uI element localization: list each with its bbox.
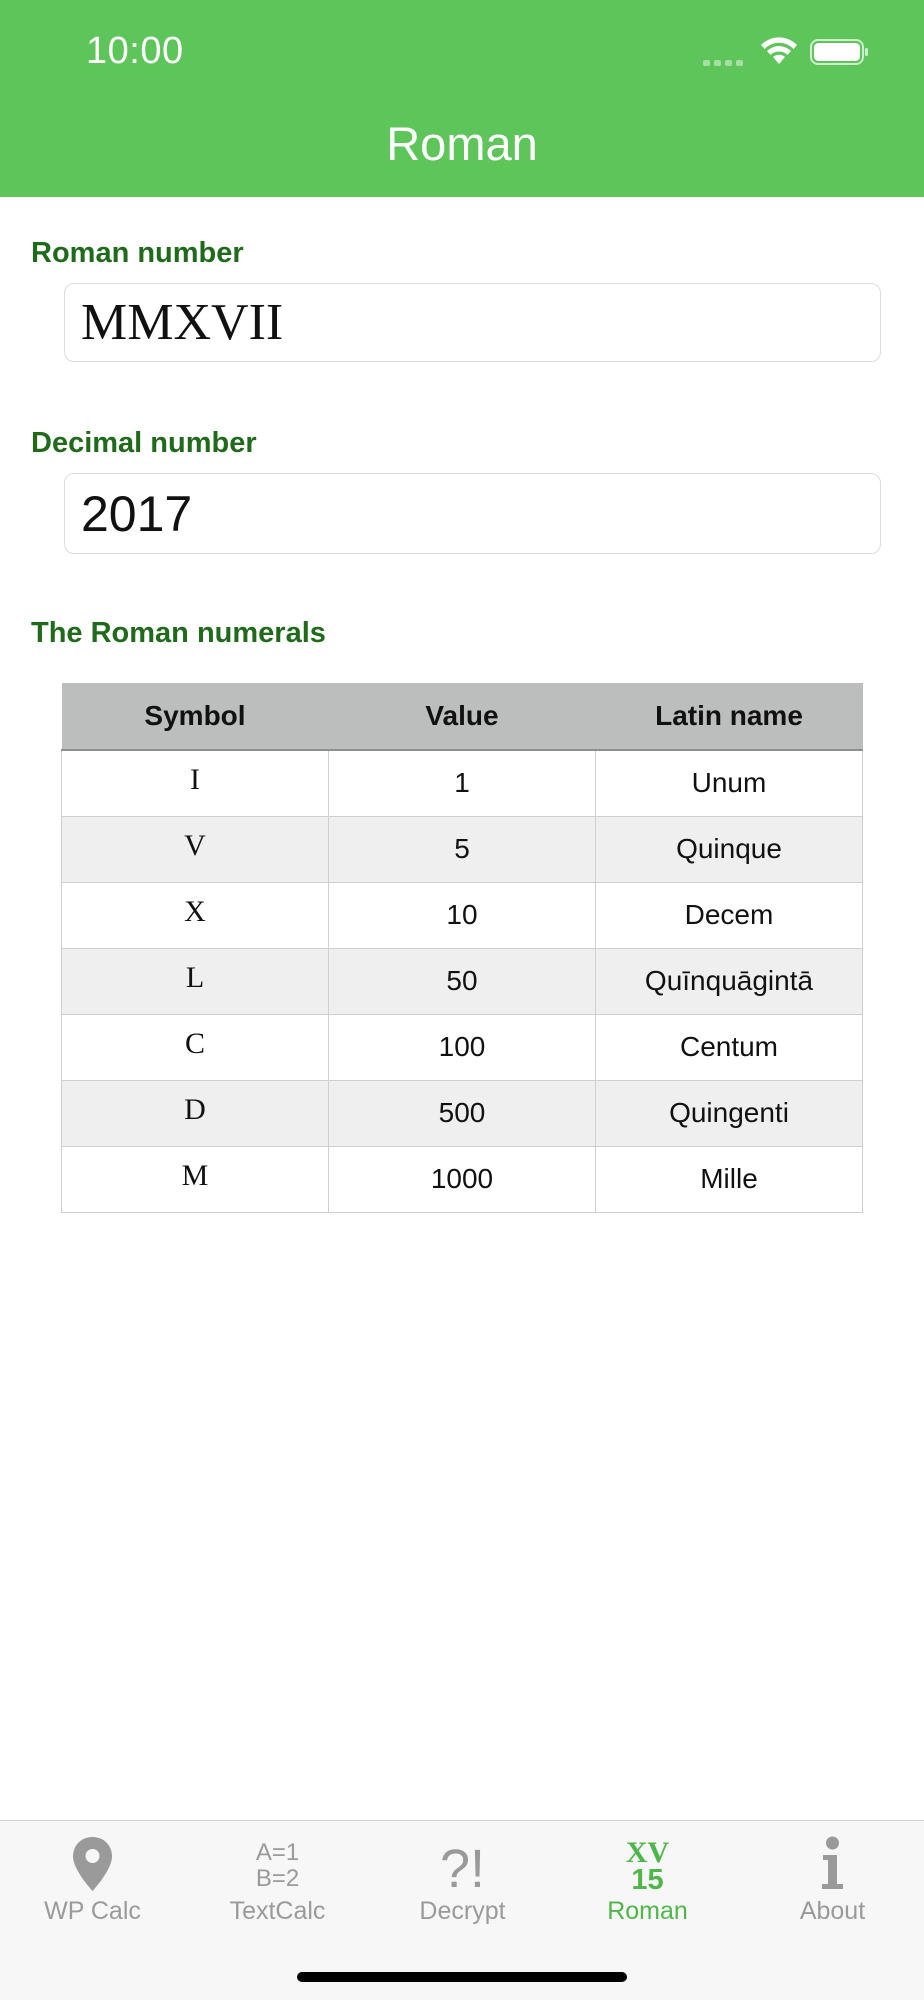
latin-name-cell: Mille: [596, 1146, 863, 1212]
tab-about[interactable]: [740, 1821, 924, 1941]
value-cell: 500: [329, 1080, 596, 1146]
table-row: [62, 1146, 863, 1212]
header-latin-name: Latin name: [596, 683, 863, 750]
value-cell: 5: [329, 816, 596, 882]
latin-name-cell: Quingenti: [596, 1080, 863, 1146]
symbol-cell: M: [62, 1146, 329, 1212]
text-calc-icon-line-1: A=1: [255, 1839, 300, 1866]
tab-label: TextCalc: [229, 1897, 326, 1925]
tab-wp-calc[interactable]: [0, 1821, 185, 1941]
numerals-table: [61, 683, 863, 1213]
roman-number-label: Roman number: [31, 237, 244, 269]
cell-signal-icon: [703, 58, 747, 66]
value-cell: 10: [329, 882, 596, 948]
roman-number-value: MMXVII: [81, 294, 284, 351]
tab-textcalc[interactable]: [185, 1821, 370, 1941]
home-indicator[interactable]: [297, 1972, 627, 1982]
tab-decrypt[interactable]: [370, 1821, 555, 1941]
roman-icon-number: 15: [631, 1864, 664, 1896]
page-title: Roman: [386, 117, 538, 170]
latin-name-cell: Quīnquāgintā: [596, 948, 863, 1014]
nav-header: [0, 0, 924, 197]
status-time: 10:00: [86, 30, 184, 72]
table-row: [62, 816, 863, 882]
wifi-icon: [760, 36, 798, 66]
decrypt-icon-glyph: ?!: [439, 1839, 486, 1897]
symbol-cell: V: [62, 816, 329, 882]
latin-name-cell: Quinque: [596, 816, 863, 882]
latin-name-cell: Centum: [596, 1014, 863, 1080]
decimal-number-value: 2017: [81, 485, 193, 542]
decimal-number-input[interactable]: [64, 473, 881, 554]
tab-label: About: [799, 1897, 866, 1925]
table-row: [62, 1080, 863, 1146]
value-cell: 100: [329, 1014, 596, 1080]
tab-roman[interactable]: [555, 1821, 740, 1941]
text-calc-icon-line-2: B=2: [255, 1865, 300, 1892]
roman-icon: [555, 1833, 740, 1897]
latin-name-cell: Unum: [596, 750, 863, 816]
table-row: [62, 882, 863, 948]
table-row: [62, 1014, 863, 1080]
header-symbol: Symbol: [62, 683, 329, 750]
numerals-section-title: The Roman numerals: [31, 617, 326, 649]
symbol-cell: I: [62, 750, 329, 816]
symbol-cell: X: [62, 882, 329, 948]
decrypt-icon: [370, 1833, 555, 1897]
decimal-number-label: Decimal number: [31, 427, 257, 459]
latin-name-cell: Decem: [596, 882, 863, 948]
table-header-row: [62, 683, 863, 750]
roman-number-input[interactable]: [64, 283, 881, 362]
value-cell: 1000: [329, 1146, 596, 1212]
tab-label: Roman: [607, 1897, 688, 1925]
header-value: Value: [329, 683, 596, 750]
tab-label: Decrypt: [419, 1897, 506, 1925]
symbol-cell: L: [62, 948, 329, 1014]
text-calc-icon: [185, 1833, 370, 1897]
tab-label: WP Calc: [44, 1897, 141, 1925]
battery-icon: [810, 38, 870, 66]
value-cell: 50: [329, 948, 596, 1014]
info-icon: [740, 1833, 924, 1897]
table-row: [62, 750, 863, 816]
symbol-cell: C: [62, 1014, 329, 1080]
value-cell: 1: [329, 750, 596, 816]
roman-icon-numeral: XV: [625, 1836, 670, 1869]
table-row: [62, 948, 863, 1014]
symbol-cell: D: [62, 1080, 329, 1146]
map-pin-icon: [0, 1833, 185, 1897]
